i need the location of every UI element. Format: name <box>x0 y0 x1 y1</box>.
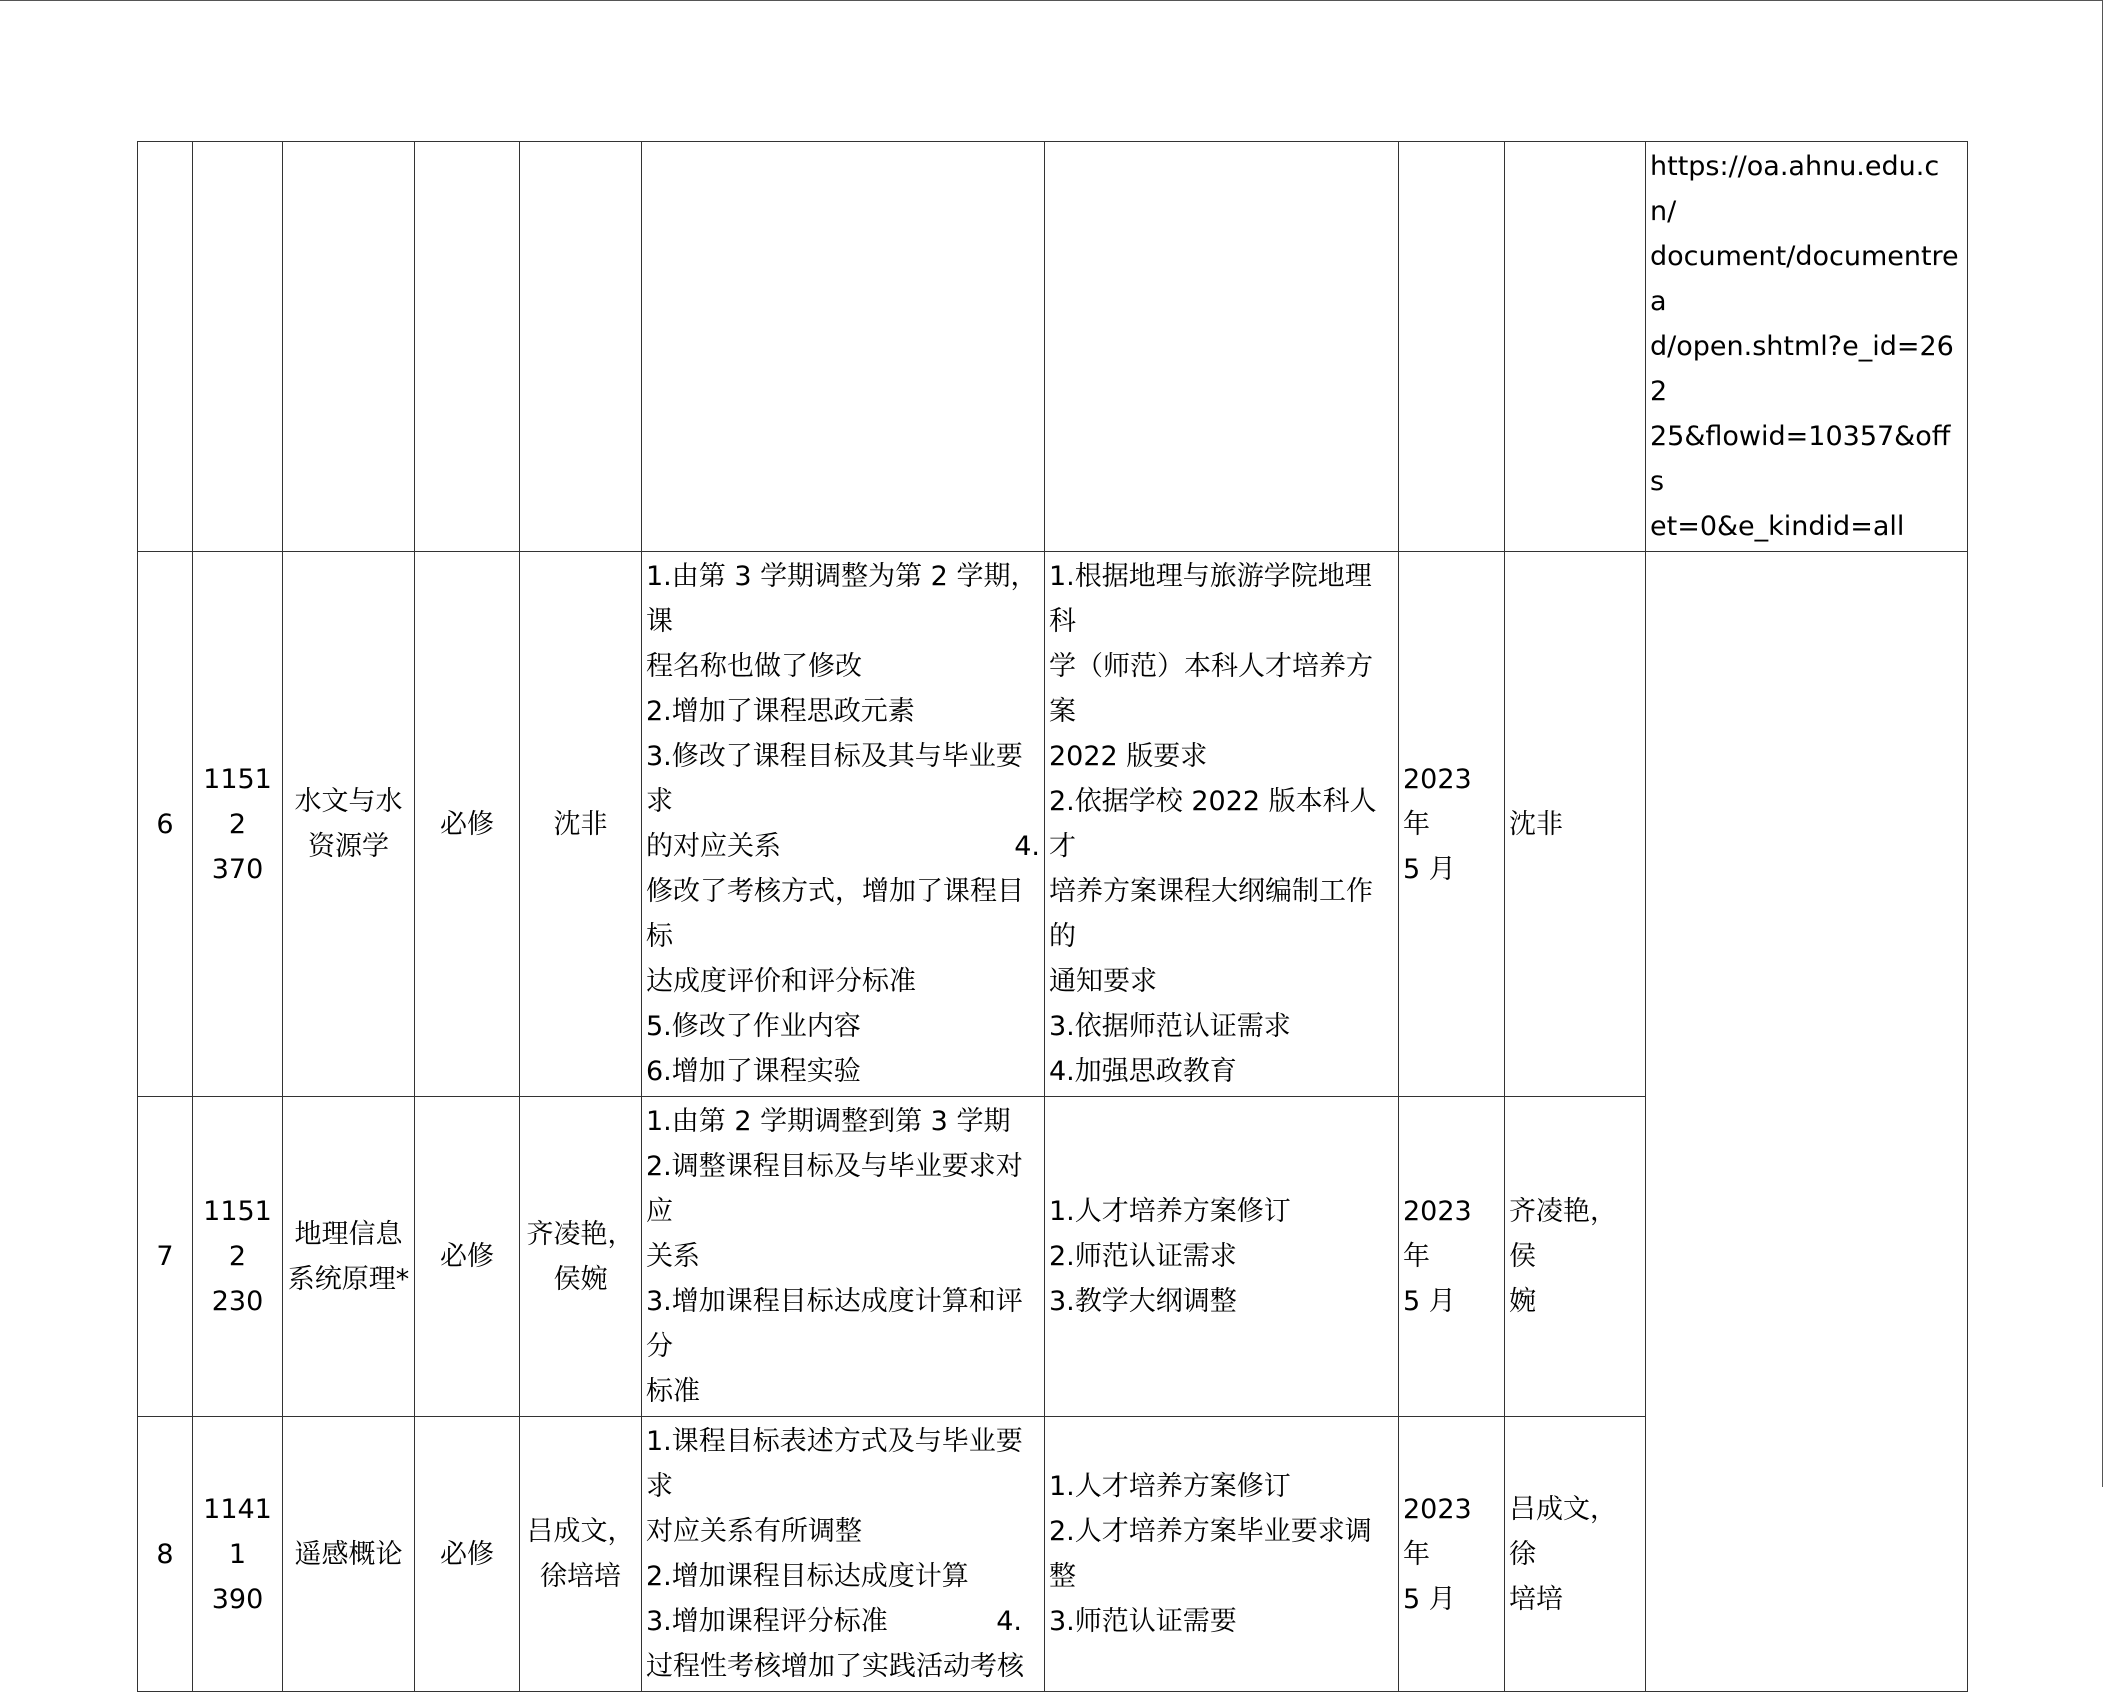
name-line: 资源学 <box>308 831 389 862</box>
changes-line: 达成度评价和评分标准 <box>646 966 916 997</box>
cell-type: 必修 <box>415 1097 520 1417</box>
reasons-line: 4.加强思政教育 <box>1049 1056 1237 1087</box>
changes-line: 修改了考核方式，增加了课程目标 <box>646 876 1024 952</box>
date-line: 5 月 <box>1403 1286 1456 1317</box>
changes-line: 2.调整课程目标及与毕业要求对应 <box>646 1151 1023 1227</box>
cell-reviewer <box>1505 142 1646 552</box>
changes-line-part: 4. <box>1014 831 1040 862</box>
reasons-line: 培养方案课程大纲编制工作的 <box>1049 876 1373 952</box>
link-line[interactable]: document/documentrea <box>1650 241 1959 317</box>
changes-line: 3.修改了课程目标及其与毕业要求 <box>646 741 1023 817</box>
cell-no <box>138 142 193 552</box>
cell-name <box>283 552 415 1097</box>
link-line[interactable]: et=0&e_kindid=all <box>1650 511 1905 542</box>
teacher-line: 吕成文， <box>526 1516 635 1547</box>
changes-line: 关系 <box>646 1241 700 1272</box>
date-line: 2023 年 <box>1403 1493 1472 1570</box>
reviewer-line: 齐凌艳，侯 <box>1509 1196 1617 1272</box>
name-line: 系统原理* <box>287 1263 410 1295</box>
cell-reviewer <box>1505 1417 1646 1692</box>
changes-line: 对应关系有所调整 <box>646 1516 862 1547</box>
date-line: 5 月 <box>1403 1583 1456 1615</box>
cell-changes <box>642 1097 1045 1417</box>
reasons-line: 1.人才培养方案修订 <box>1049 1471 1291 1502</box>
code-line: 230 <box>211 1286 264 1317</box>
cell-name <box>283 142 415 552</box>
teacher-line: 沈非 <box>553 808 608 840</box>
changes-line: 2.增加了课程思政元素 <box>646 696 915 727</box>
reasons-line: 1.根据地理与旅游学院地理科 <box>1049 561 1372 637</box>
cell-changes <box>642 142 1045 552</box>
cell-code <box>193 552 283 1097</box>
changes-line-part: 的对应关系 <box>646 831 781 862</box>
cell-date <box>1399 1097 1505 1417</box>
cell-date <box>1399 552 1505 1097</box>
reviewer-line: 吕成文，徐 <box>1509 1493 1617 1570</box>
cell-reasons <box>1045 142 1399 552</box>
date-line: 2023 年 <box>1403 1196 1472 1272</box>
reviewer-line: 培培 <box>1509 1583 1563 1615</box>
cell-link-merged <box>1646 552 1968 1692</box>
reasons-line: 3.师范认证需要 <box>1049 1606 1237 1637</box>
cell-name <box>283 1417 415 1692</box>
code-line: 370 <box>211 853 264 885</box>
reasons-line: 2022 版要求 <box>1049 741 1208 772</box>
cell-code <box>193 142 283 552</box>
changes-line: 1.课程目标表述方式及与毕业要求 <box>646 1426 1023 1502</box>
reasons-line: 学（师范）本科人才培养方案 <box>1049 651 1373 727</box>
date-line: 5 月 <box>1403 853 1456 885</box>
reasons-line: 2.师范认证需求 <box>1049 1241 1237 1272</box>
code-line: 11512 <box>203 763 272 840</box>
reasons-line: 3.教学大纲调整 <box>1049 1286 1237 1317</box>
course-revision-table <box>137 141 1968 1692</box>
reasons-line: 2.人才培养方案毕业要求调整 <box>1049 1516 1372 1592</box>
link-line[interactable]: 25&flowid=10357&offs <box>1650 421 1951 497</box>
teacher-line: 齐凌艳， <box>526 1218 635 1250</box>
cell-reasons <box>1045 1097 1399 1417</box>
changes-line-part: 3.增加课程评分标准 <box>646 1606 888 1637</box>
link-line[interactable]: d/open.shtml?e_id=262 <box>1650 331 1954 407</box>
cell-no: 6 <box>138 552 193 1097</box>
reviewer-line: 沈非 <box>1509 808 1563 840</box>
reasons-line: 1.人才培养方案修订 <box>1049 1196 1291 1227</box>
code-line: 11411 <box>203 1493 272 1570</box>
table-row <box>138 552 1968 1097</box>
reasons-line: 通知要求 <box>1049 966 1157 997</box>
cell-name <box>283 1097 415 1417</box>
cell-teacher <box>520 1097 642 1417</box>
changes-line: 过程性考核增加了实践活动考核 <box>646 1651 1024 1682</box>
cell-no: 7 <box>138 1097 193 1417</box>
teacher-line: 侯婉 <box>553 1263 608 1295</box>
cell-teacher <box>520 142 642 552</box>
changes-line: 6.增加了课程实验 <box>646 1056 861 1087</box>
code-line: 390 <box>211 1583 264 1615</box>
cell-changes <box>642 552 1045 1097</box>
cell-no: 8 <box>138 1417 193 1692</box>
changes-line <box>646 1599 1040 1644</box>
changes-line: 2.增加课程目标达成度计算 <box>646 1561 969 1592</box>
cell-changes <box>642 1417 1045 1692</box>
cell-reviewer <box>1505 552 1646 1097</box>
cell-link[interactable] <box>1646 142 1968 552</box>
cell-type: 必修 <box>415 552 520 1097</box>
changes-line <box>646 824 1040 869</box>
name-line: 地理信息 <box>294 1218 403 1250</box>
reasons-line: 3.依据师范认证需求 <box>1049 1011 1291 1042</box>
name-line: 水文与水 <box>294 786 403 817</box>
changes-line-part: 4. <box>996 1606 1022 1637</box>
teacher-line: 徐培培 <box>540 1561 621 1592</box>
cell-type <box>415 142 520 552</box>
reasons-line: 2.依据学校 2022 版本科人才 <box>1049 786 1377 862</box>
changes-line: 5.修改了作业内容 <box>646 1011 861 1042</box>
cell-code <box>193 1417 283 1692</box>
code-line: 11512 <box>203 1196 272 1272</box>
changes-line: 1.由第 2 学期调整到第 3 学期 <box>646 1106 1011 1137</box>
reviewer-line: 婉 <box>1509 1286 1536 1317</box>
cell-reasons <box>1045 552 1399 1097</box>
cell-reviewer <box>1505 1097 1646 1417</box>
cell-date <box>1399 1417 1505 1692</box>
changes-line: 1.由第 3 学期调整为第 2 学期，课 <box>646 561 1038 637</box>
changes-line: 3.增加课程目标达成度计算和评分 <box>646 1286 1023 1362</box>
cell-date <box>1399 142 1505 552</box>
table-row <box>138 142 1968 552</box>
name-line: 遥感概论 <box>294 1538 403 1570</box>
changes-line: 程名称也做了修改 <box>646 651 862 682</box>
cell-teacher <box>520 552 642 1097</box>
date-line: 2023 年 <box>1403 763 1472 840</box>
cell-code <box>193 1097 283 1417</box>
link-line[interactable]: https://oa.ahnu.edu.cn/ <box>1650 151 1940 227</box>
cell-reasons <box>1045 1417 1399 1692</box>
cell-type: 必修 <box>415 1417 520 1692</box>
changes-line: 标准 <box>646 1376 700 1407</box>
cell-teacher <box>520 1417 642 1692</box>
